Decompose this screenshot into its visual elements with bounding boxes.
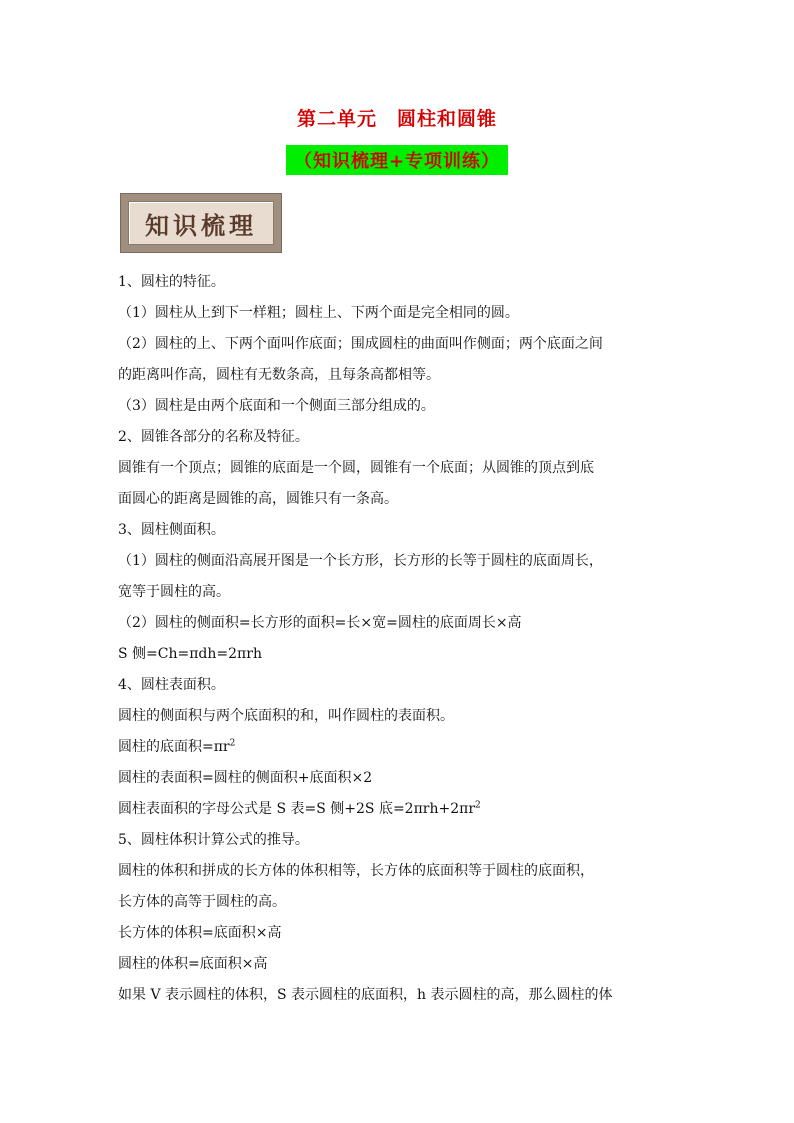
text-line: 如果 V 表示圆柱的体积，S 表示圆柱的底面积，h 表示圆柱的高，那么圆柱的体 [118, 987, 613, 1003]
text-line: 面圆心的距离是圆锥的高，圆锥只有一条高。 [118, 491, 398, 507]
superscript: 2 [229, 738, 236, 749]
formula-line: 长方体的体积=底面积×高 [118, 925, 282, 941]
heading-volume-derivation: 5、圆柱体积计算公式的推导。 [118, 832, 309, 848]
formula-line [118, 732, 688, 763]
text-line: （2）圆柱的上、下两个面叫作底面；围成圆柱的曲面叫作侧面；两个底面之间 [118, 336, 603, 352]
formula-text: 圆柱的底面积=πr [118, 739, 230, 755]
text-line: 圆柱的体积和拼成的长方体的体积相等，长方体的底面积等于圆柱的底面积， [118, 863, 594, 879]
text-line: （3）圆柱是由两个底面和一个侧面三部分组成的。 [118, 398, 435, 414]
section-badge [120, 193, 282, 253]
heading-surface-area: 4、圆柱表面积。 [118, 677, 225, 693]
heading-cylinder-features: 1、圆柱的特征。 [118, 274, 225, 290]
text-line: （1）圆柱从上到下一样粗；圆柱上、下两个面是完全相同的圆。 [118, 305, 519, 321]
text-line: 的距离叫作高，圆柱有无数条高，且每条高都相等。 [118, 367, 440, 383]
formula-line: 圆柱的体积=底面积×高 [118, 956, 268, 972]
page-subtitle: （知识梳理+专项训练） [286, 145, 508, 175]
subtitle-container [0, 145, 794, 175]
superscript: 2 [475, 800, 481, 811]
text-line: 圆柱的侧面积与两个底面积的和，叫作圆柱的表面积。 [118, 708, 454, 724]
heading-cone-features: 2、圆锥各部分的名称及特征。 [118, 429, 309, 445]
knowledge-content [118, 267, 688, 1011]
text-line: （1）圆柱的侧面沿高展开图是一个长方形，长方形的长等于圆柱的底面周长， [118, 553, 603, 569]
text-line: 圆锥有一个顶点；圆锥的底面是一个圆，圆锥有一个底面；从圆锥的顶点到底 [118, 460, 594, 476]
heading-lateral-area: 3、圆柱侧面积。 [118, 522, 225, 538]
section-badge-label: 知识梳理 [128, 201, 274, 245]
formula-line [118, 794, 688, 825]
text-line: （2）圆柱的侧面积=长方形的面积=长×宽=圆柱的底面周长×高 [118, 615, 522, 631]
page-title: 第二单元 圆柱和圆锥 [296, 108, 497, 130]
formula-line: 圆柱的表面积=圆柱的侧面积+底面积×2 [118, 770, 373, 786]
formula-line: S 侧=Ch=πdh=2πrh [118, 646, 262, 662]
formula-text: 圆柱表面积的字母公式是 S 表=S 侧+2S 底=2πrh+2πr [118, 801, 476, 817]
text-line: 宽等于圆柱的高。 [118, 584, 230, 600]
text-line: 长方体的高等于圆柱的高。 [118, 894, 286, 910]
